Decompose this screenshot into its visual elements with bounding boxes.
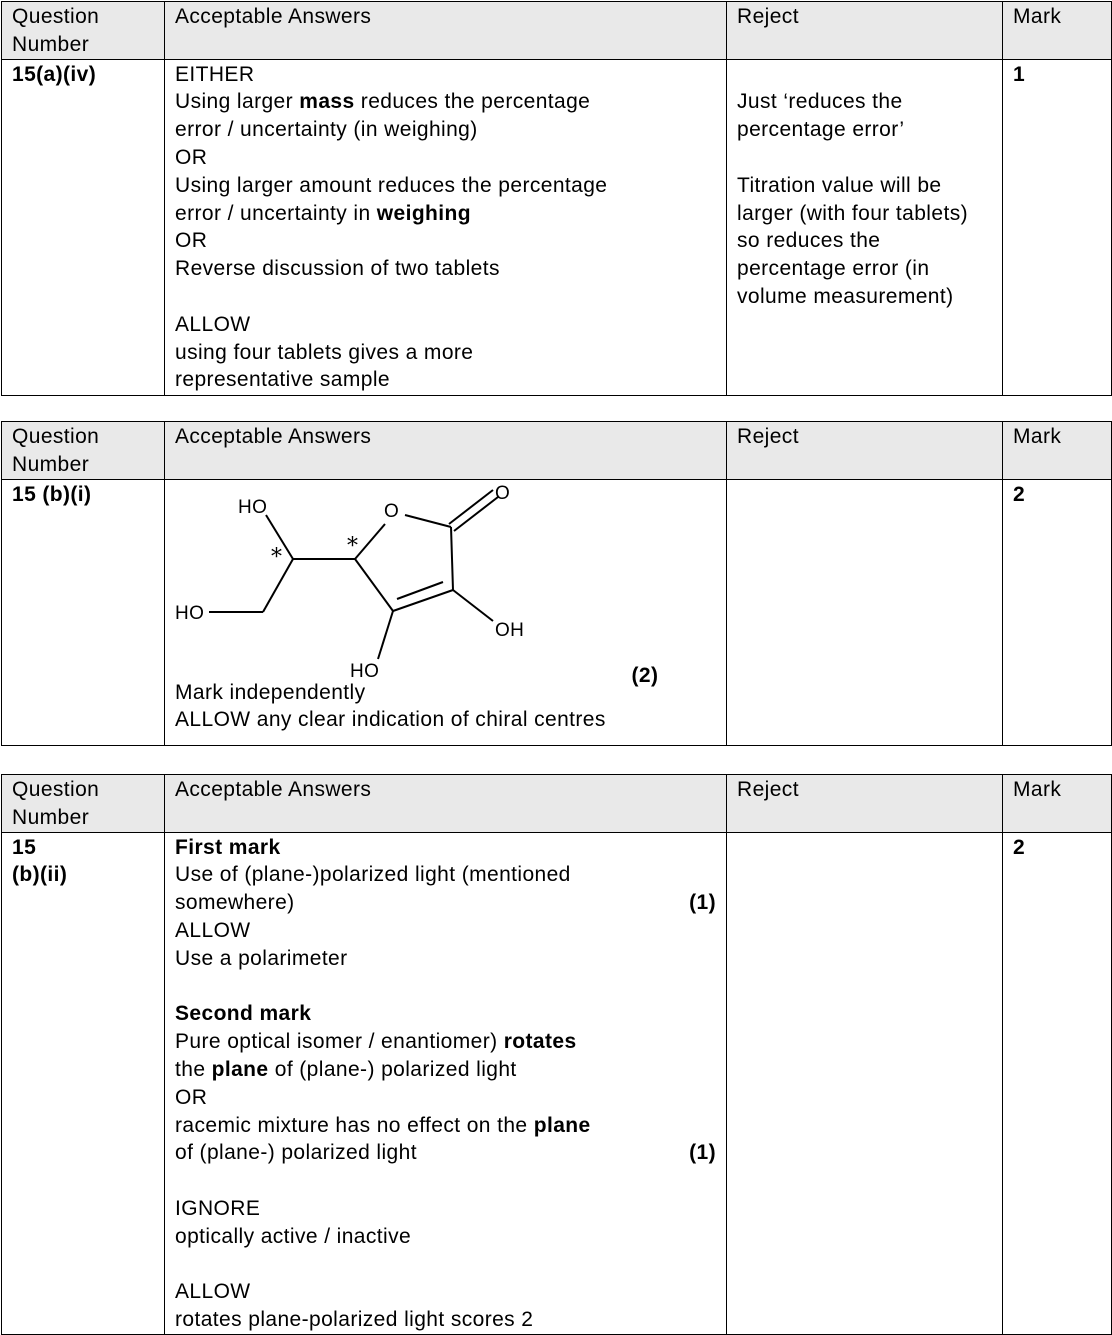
answer-text: Reverse discussion of two tablets bbox=[175, 257, 500, 281]
answer-line bbox=[175, 88, 716, 116]
label-o-ring: O bbox=[384, 500, 400, 522]
answer-keyword: rotates bbox=[503, 1030, 577, 1054]
answer-text: OR bbox=[175, 145, 208, 169]
answer-text: ALLOW bbox=[175, 918, 251, 942]
header-row bbox=[2, 775, 1112, 833]
bond-c4-o bbox=[355, 524, 385, 559]
answer-text: OR bbox=[175, 1085, 208, 1109]
chiral-star-2: * bbox=[347, 533, 359, 559]
answer-line bbox=[175, 1028, 716, 1056]
answer-row bbox=[2, 479, 1112, 745]
second-mark-heading: Second mark bbox=[175, 1002, 312, 1026]
bond-c2-oh bbox=[453, 590, 493, 621]
header-question-number: Question Number bbox=[2, 2, 165, 60]
answer-text: racemic mixture has no effect on the bbox=[175, 1113, 534, 1137]
answer-line bbox=[175, 889, 716, 917]
answer-keyword: weighing bbox=[376, 201, 471, 225]
header-row bbox=[2, 422, 1112, 480]
bond-c3-oh bbox=[378, 611, 393, 659]
header-reject: Reject bbox=[727, 775, 1003, 833]
answer-text: optically active / inactive bbox=[175, 1224, 412, 1248]
answer-text: ALLOW bbox=[175, 1280, 251, 1304]
mark-value: 2 bbox=[1003, 479, 1112, 745]
answer-text: Using larger amount reduces the percentage bbox=[175, 173, 608, 197]
answer-keyword: plane bbox=[533, 1113, 591, 1137]
answer-text: Use a polarimeter bbox=[175, 946, 348, 970]
spacer bbox=[737, 61, 992, 89]
label-ho-bottom: HO bbox=[350, 660, 380, 682]
sub-mark: (2) bbox=[631, 663, 659, 687]
question-number: 15 bbox=[12, 835, 37, 859]
answer-text: Mark independently bbox=[175, 680, 366, 704]
sub-mark: (1) bbox=[689, 891, 716, 915]
answer-text: EITHER bbox=[175, 62, 255, 86]
header-acceptable-answers: Acceptable Answers bbox=[165, 422, 727, 480]
acceptable-answers-cell bbox=[165, 479, 727, 745]
answer-row bbox=[2, 832, 1112, 1334]
header-reject: Reject bbox=[727, 422, 1003, 480]
header-row bbox=[2, 2, 1112, 60]
header-reject: Reject bbox=[727, 2, 1003, 60]
first-mark-heading: First mark bbox=[175, 835, 281, 859]
answer-keyword: plane bbox=[211, 1057, 269, 1081]
header-mark: Mark bbox=[1003, 2, 1112, 60]
answer-text: using four tablets gives a more bbox=[175, 340, 474, 364]
answer-text: representative sample bbox=[175, 368, 391, 392]
reject-text: Just ‘reduces the percentage error’ bbox=[737, 90, 905, 142]
mark-value: 2 bbox=[1003, 832, 1112, 1334]
spacer bbox=[737, 144, 992, 172]
question-number-cell bbox=[2, 832, 165, 1334]
bond-o-c1 bbox=[405, 515, 451, 527]
reject-cell bbox=[727, 479, 1003, 745]
mark-scheme-table-15b-ii bbox=[1, 774, 1112, 1335]
mark-value: 1 bbox=[1003, 59, 1112, 395]
acceptable-answers-cell bbox=[165, 832, 727, 1334]
reject-cell bbox=[727, 59, 1003, 395]
question-number: 15 (b)(i) bbox=[2, 479, 165, 745]
answer-text: Using larger bbox=[175, 90, 300, 114]
spacer bbox=[175, 283, 716, 311]
header-question-number: Question Number bbox=[2, 422, 165, 480]
answer-line bbox=[175, 1112, 716, 1140]
answer-text: rotates plane-polarized light scores 2 bbox=[175, 1308, 534, 1332]
header-acceptable-answers: Acceptable Answers bbox=[165, 775, 727, 833]
answer-text: error / uncertainty in bbox=[175, 201, 377, 225]
bond-c3-c4 bbox=[355, 559, 393, 611]
spacer bbox=[175, 973, 716, 1001]
label-oh-right: OH bbox=[495, 619, 525, 641]
answer-line bbox=[175, 1139, 716, 1167]
label-ho-left: HO bbox=[175, 602, 205, 624]
bond-c2-c3 bbox=[393, 590, 453, 611]
answer-text: reduces the percentage bbox=[354, 90, 591, 114]
bond-c1-c2 bbox=[451, 527, 453, 590]
mark-scheme-table-15b-i bbox=[1, 421, 1112, 746]
answer-text: somewhere) bbox=[175, 891, 295, 915]
answer-text: Use of (plane-)polarized light (mentioned bbox=[175, 863, 571, 887]
header-acceptable-answers: Acceptable Answers bbox=[165, 2, 727, 60]
header-mark: Mark bbox=[1003, 422, 1112, 480]
header-mark: Mark bbox=[1003, 775, 1112, 833]
label-ho-top: HO bbox=[238, 496, 268, 518]
answer-text: the bbox=[175, 1057, 212, 1081]
label-o-carbonyl: O bbox=[495, 482, 511, 504]
answer-text: IGNORE bbox=[175, 1196, 261, 1220]
answer-text: error / uncertainty (in weighing) bbox=[175, 118, 478, 142]
answer-keyword: mass bbox=[299, 90, 355, 114]
answer-text: ALLOW bbox=[175, 312, 251, 336]
ascorbic-acid-structure bbox=[175, 479, 695, 682]
answer-row bbox=[2, 59, 1112, 395]
header-question-number: Question Number bbox=[2, 775, 165, 833]
spacer bbox=[175, 1167, 716, 1195]
mark-scheme-table-15a-iv bbox=[1, 1, 1112, 396]
answer-text: ALLOW any clear indication of chiral centres bbox=[175, 708, 606, 732]
answer-line bbox=[175, 200, 716, 228]
answer-text: of (plane-) polarized light bbox=[268, 1057, 517, 1081]
answer-line bbox=[175, 1056, 716, 1084]
sub-mark: (1) bbox=[689, 1141, 716, 1165]
spacer bbox=[175, 1251, 716, 1279]
question-number: (b)(ii) bbox=[12, 863, 68, 887]
answer-text: Pure optical isomer / enantiomer) bbox=[175, 1030, 504, 1054]
acceptable-answers-cell bbox=[165, 59, 727, 395]
question-number: 15(a)(iv) bbox=[2, 59, 165, 395]
answer-text: OR bbox=[175, 229, 208, 253]
answer-text: of (plane-) polarized light bbox=[175, 1141, 417, 1165]
chiral-star-1: * bbox=[271, 544, 283, 570]
reject-text: Titration value will be larger (with four tablets) so reduces the percentage error (in volume measurement) bbox=[737, 173, 968, 308]
reject-cell bbox=[727, 832, 1003, 1334]
